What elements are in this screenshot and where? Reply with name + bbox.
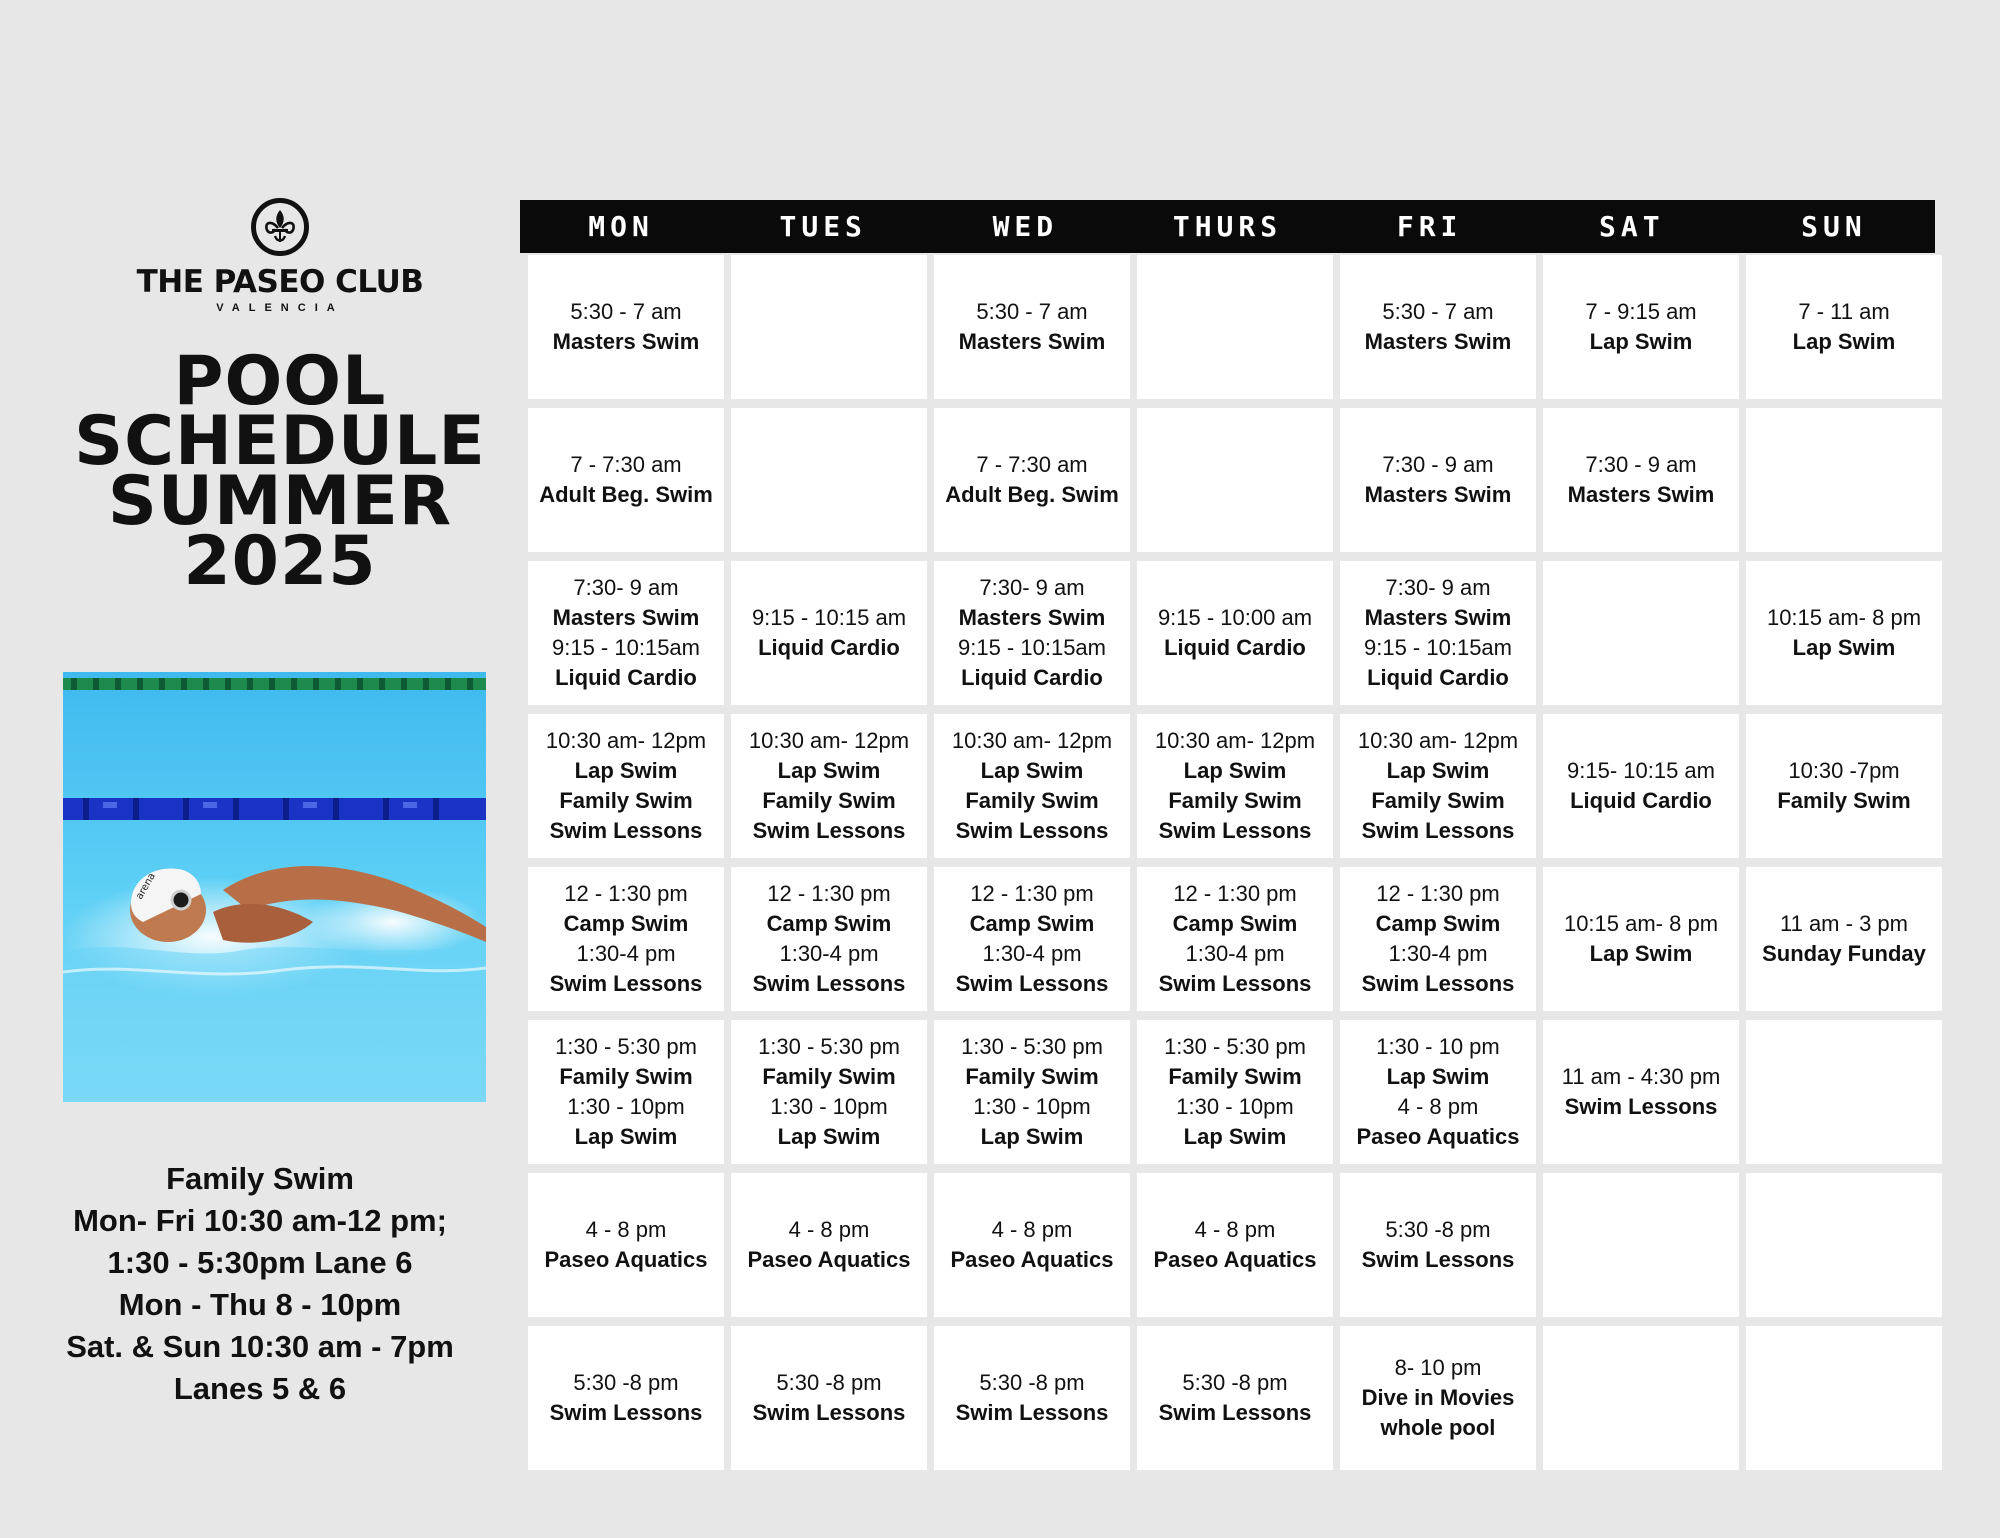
session-activity: Swim Lessons (752, 1400, 906, 1425)
session-time: 11 am - 3 pm (1780, 911, 1908, 936)
session-time: 7:30- 9 am (573, 575, 679, 600)
session-activity: Lap Swim (1183, 758, 1287, 783)
schedule-cell (1746, 561, 1942, 705)
session-time: 5:30 -8 pm (1385, 1217, 1491, 1242)
session-time: 5:30 -8 pm (573, 1370, 679, 1395)
session-activity: Liquid Cardio (758, 635, 900, 660)
session-activity: Swim Lessons (1158, 818, 1312, 843)
schedule-cell (528, 1020, 724, 1164)
schedule-cell (1543, 255, 1739, 399)
session-time: 9:15 - 10:15am (958, 635, 1106, 660)
session-activity: Camp Swim (1172, 911, 1298, 936)
session-time: 10:30 am- 12pm (1154, 728, 1316, 753)
schedule-cell (934, 714, 1130, 858)
session-activity: Paseo Aquatics (544, 1247, 708, 1272)
notes-line: Lanes 5 & 6 (173, 1371, 347, 1406)
session-time: 7:30 - 9 am (1382, 452, 1494, 477)
session-time: 4 - 8 pm (1397, 1094, 1479, 1119)
session-activity: Lap Swim (980, 758, 1084, 783)
session-time: 7:30 - 9 am (1585, 452, 1697, 477)
schedule-cell (1137, 867, 1333, 1011)
title-line: 2025 (183, 522, 377, 601)
session-time: 1:30 - 5:30 pm (758, 1034, 900, 1059)
schedule-cell (731, 255, 927, 399)
session-activity: Swim Lessons (1564, 1094, 1718, 1119)
session-activity: Swim Lessons (1158, 1400, 1312, 1425)
schedule-cell (528, 1173, 724, 1317)
notes-line: 1:30 - 5:30pm Lane 6 (107, 1245, 413, 1280)
schedule-cell (1137, 714, 1333, 858)
session-time: 10:30 -7pm (1788, 758, 1900, 783)
session-time: 1:30-4 pm (1185, 941, 1285, 966)
schedule-cell (731, 714, 927, 858)
session-activity: Masters Swim (958, 329, 1106, 354)
schedule-cell (528, 714, 724, 858)
schedule-cell (1746, 1173, 1942, 1317)
swimmer-photo (63, 672, 486, 1102)
session-activity: Masters Swim (1364, 605, 1512, 630)
session-time: 12 - 1:30 pm (767, 881, 891, 906)
club-location: VALENCIA (216, 302, 344, 314)
session-time: 1:30 - 5:30 pm (961, 1034, 1103, 1059)
schedule-cell (1137, 561, 1333, 705)
session-time: 1:30 - 10 pm (1376, 1034, 1500, 1059)
session-time: 9:15 - 10:00 am (1157, 605, 1313, 630)
schedule-cell (1137, 255, 1333, 399)
session-activity: Family Swim (559, 788, 693, 813)
session-time: 1:30 - 10pm (973, 1094, 1091, 1119)
session-time: 7 - 9:15 am (1585, 299, 1697, 324)
session-activity: Liquid Cardio (1367, 665, 1509, 690)
schedule-cell (1746, 1020, 1942, 1164)
session-activity: Family Swim (559, 1064, 693, 1089)
session-time: 9:15 - 10:15am (552, 635, 700, 660)
session-activity: Family Swim (1168, 1064, 1302, 1089)
session-activity: Camp Swim (766, 911, 892, 936)
title-line: SCHEDULE (74, 402, 486, 481)
session-activity: Liquid Cardio (555, 665, 697, 690)
session-activity: Family Swim (965, 1064, 1099, 1089)
session-time: 10:15 am- 8 pm (1563, 911, 1719, 936)
session-activity: Dive in Movies (1361, 1385, 1515, 1410)
session-activity: Lap Swim (574, 1124, 678, 1149)
session-activity: Camp Swim (563, 911, 689, 936)
schedule-cell (1340, 867, 1536, 1011)
schedule-cell (1137, 1173, 1333, 1317)
session-time: 4 - 8 pm (991, 1217, 1073, 1242)
session-time: 9:15 - 10:15am (1364, 635, 1512, 660)
session-time: 4 - 8 pm (788, 1217, 870, 1242)
session-activity: Swim Lessons (1361, 818, 1515, 843)
session-activity: Swim Lessons (1361, 971, 1515, 996)
session-time: 1:30 - 5:30 pm (1164, 1034, 1306, 1059)
session-time: 1:30 - 10pm (1176, 1094, 1294, 1119)
session-time: 10:30 am- 12pm (1357, 728, 1519, 753)
svg-text:arena: arena (134, 871, 158, 902)
session-activity: Swim Lessons (549, 818, 703, 843)
schedule-cell (1340, 1020, 1536, 1164)
session-activity: Masters Swim (1567, 482, 1715, 507)
page-title (60, 342, 500, 601)
schedule-cell (1543, 867, 1739, 1011)
session-activity: Family Swim (1168, 788, 1302, 813)
session-time: 12 - 1:30 pm (1173, 881, 1297, 906)
session-time: 5:30 -8 pm (776, 1370, 882, 1395)
schedule-cell (1543, 561, 1739, 705)
session-activity: Paseo Aquatics (950, 1247, 1114, 1272)
session-activity: Lap Swim (980, 1124, 1084, 1149)
session-activity: Lap Swim (1386, 1064, 1490, 1089)
session-time: 7:30- 9 am (979, 575, 1085, 600)
schedule-cell (1137, 1020, 1333, 1164)
schedule-cell (731, 1173, 927, 1317)
day-header-thurs: THURS (1172, 210, 1283, 243)
session-time: 1:30 - 10pm (770, 1094, 888, 1119)
session-activity: Lap Swim (574, 758, 678, 783)
schedule-cell (934, 561, 1130, 705)
session-activity: Masters Swim (1364, 482, 1512, 507)
session-time: 11 am - 4:30 pm (1561, 1064, 1721, 1089)
schedule-cell (528, 561, 724, 705)
title-line: SUMMER (107, 462, 453, 541)
schedule-cell (1746, 714, 1942, 858)
session-time: 1:30-4 pm (779, 941, 879, 966)
schedule-cell (934, 1173, 1130, 1317)
schedule-cell (1746, 255, 1942, 399)
session-activity: Lap Swim (1589, 329, 1693, 354)
session-time: 5:30 - 7 am (976, 299, 1088, 324)
session-activity: Camp Swim (969, 911, 1095, 936)
session-activity: Family Swim (1777, 788, 1911, 813)
session-activity: Masters Swim (1364, 329, 1512, 354)
session-time: 12 - 1:30 pm (970, 881, 1094, 906)
session-activity: Liquid Cardio (1164, 635, 1306, 660)
session-activity: Lap Swim (777, 1124, 881, 1149)
fleur-de-lis-icon (251, 198, 309, 256)
session-activity: Swim Lessons (752, 971, 906, 996)
session-time: 1:30-4 pm (982, 941, 1082, 966)
session-time: 12 - 1:30 pm (1376, 881, 1500, 906)
session-activity: Lap Swim (1183, 1124, 1287, 1149)
schedule-cell (731, 1020, 927, 1164)
session-activity: Lap Swim (777, 758, 881, 783)
day-header-tues: TUES (779, 210, 867, 243)
session-activity: Adult Beg. Swim (945, 482, 1119, 507)
session-activity: Lap Swim (1792, 329, 1896, 354)
session-activity: Masters Swim (552, 605, 700, 630)
session-activity: Sunday Funday (1762, 941, 1926, 966)
session-activity: Swim Lessons (549, 1400, 703, 1425)
schedule-cell (1543, 1020, 1739, 1164)
session-time: 1:30 - 10pm (567, 1094, 685, 1119)
schedule-cell (1340, 408, 1536, 552)
schedule-cell (731, 1326, 927, 1470)
session-time: 10:30 am- 12pm (951, 728, 1113, 753)
session-time: 4 - 8 pm (585, 1217, 667, 1242)
schedule-cell (1543, 1326, 1739, 1470)
schedule-cell (1543, 408, 1739, 552)
day-header-sat: SAT (1598, 210, 1665, 243)
session-activity: Swim Lessons (1158, 971, 1312, 996)
schedule-cell (1543, 714, 1739, 858)
session-activity: Family Swim (1371, 788, 1505, 813)
session-activity: Family Swim (762, 1064, 896, 1089)
schedule-cell (1746, 867, 1942, 1011)
schedule-cell (1137, 1326, 1333, 1470)
club-name: THE PASEO CLUB (136, 264, 424, 300)
session-activity: Lap Swim (1792, 635, 1896, 660)
schedule-cell (934, 1020, 1130, 1164)
session-activity: Lap Swim (1386, 758, 1490, 783)
schedule-cell (1746, 408, 1942, 552)
session-time: 1:30-4 pm (576, 941, 676, 966)
schedule-cell (1137, 408, 1333, 552)
notes-line: Mon- Fri 10:30 am-12 pm; (73, 1203, 447, 1238)
session-activity: Liquid Cardio (961, 665, 1103, 690)
session-time: 1:30-4 pm (1388, 941, 1488, 966)
schedule-cell (528, 408, 724, 552)
session-time: 5:30 - 7 am (1382, 299, 1494, 324)
session-time: 9:15- 10:15 am (1567, 758, 1715, 783)
day-header-fri: FRI (1396, 210, 1463, 243)
notes-line: Mon - Thu 8 - 10pm (118, 1287, 402, 1322)
session-activity: Swim Lessons (549, 971, 703, 996)
session-time: 5:30 -8 pm (979, 1370, 1085, 1395)
schedule-cell (1340, 255, 1536, 399)
club-logo (130, 198, 430, 314)
session-time: 10:30 am- 12pm (545, 728, 707, 753)
session-time: 1:30 - 5:30 pm (555, 1034, 697, 1059)
session-activity: Swim Lessons (1361, 1247, 1515, 1272)
schedule-cell (1340, 561, 1536, 705)
day-header-row (520, 200, 1935, 253)
session-time: 7 - 7:30 am (976, 452, 1088, 477)
schedule-cell (731, 561, 927, 705)
session-time: 7:30- 9 am (1385, 575, 1491, 600)
schedule-cell (528, 867, 724, 1011)
session-time: 8- 10 pm (1394, 1355, 1482, 1380)
schedule-cell (1340, 1326, 1536, 1470)
schedule-cell (731, 867, 927, 1011)
schedule-cell (934, 255, 1130, 399)
day-header-wed: WED (992, 210, 1059, 243)
schedule-cell (528, 1326, 724, 1470)
session-activity: Swim Lessons (955, 971, 1109, 996)
schedule-cell (934, 1326, 1130, 1470)
schedule-grid (528, 255, 1942, 1470)
session-activity: Liquid Cardio (1570, 788, 1712, 813)
session-activity: Camp Swim (1375, 911, 1501, 936)
session-time: 7 - 11 am (1798, 299, 1890, 324)
session-activity: Swim Lessons (752, 818, 906, 843)
session-time: 10:30 am- 12pm (748, 728, 910, 753)
session-activity: Paseo Aquatics (747, 1247, 911, 1272)
schedule-cell (1340, 1173, 1536, 1317)
session-time: 4 - 8 pm (1194, 1217, 1276, 1242)
session-time: 10:15 am- 8 pm (1766, 605, 1922, 630)
schedule-cell (528, 255, 724, 399)
session-time: 7 - 7:30 am (570, 452, 682, 477)
session-activity: Swim Lessons (955, 818, 1109, 843)
schedule-cell (1746, 1326, 1942, 1470)
schedule-cell (1543, 1173, 1739, 1317)
session-time: 9:15 - 10:15 am (751, 605, 907, 630)
schedule-cell (934, 408, 1130, 552)
session-time: 12 - 1:30 pm (564, 881, 688, 906)
session-activity: Adult Beg. Swim (539, 482, 713, 507)
session-activity: Paseo Aquatics (1153, 1247, 1317, 1272)
session-activity: Paseo Aquatics (1356, 1124, 1520, 1149)
notes-line: Family Swim (166, 1161, 354, 1196)
family-swim-notes (40, 1158, 480, 1410)
session-activity: Masters Swim (552, 329, 700, 354)
day-header-mon: MON (588, 210, 654, 243)
title-line: POOL (173, 342, 387, 421)
session-activity: Family Swim (965, 788, 1099, 813)
schedule-cell (731, 408, 927, 552)
day-header-sun: SUN (1801, 210, 1867, 243)
session-time: 5:30 - 7 am (570, 299, 682, 324)
session-activity: Lap Swim (1589, 941, 1693, 966)
session-activity: Masters Swim (958, 605, 1106, 630)
session-time: 5:30 -8 pm (1182, 1370, 1288, 1395)
notes-line: Sat. & Sun 10:30 am - 7pm (66, 1329, 454, 1364)
schedule-cell (934, 867, 1130, 1011)
session-activity: Swim Lessons (955, 1400, 1109, 1425)
session-activity: whole pool (1380, 1415, 1496, 1440)
schedule-cell (1340, 714, 1536, 858)
session-activity: Family Swim (762, 788, 896, 813)
